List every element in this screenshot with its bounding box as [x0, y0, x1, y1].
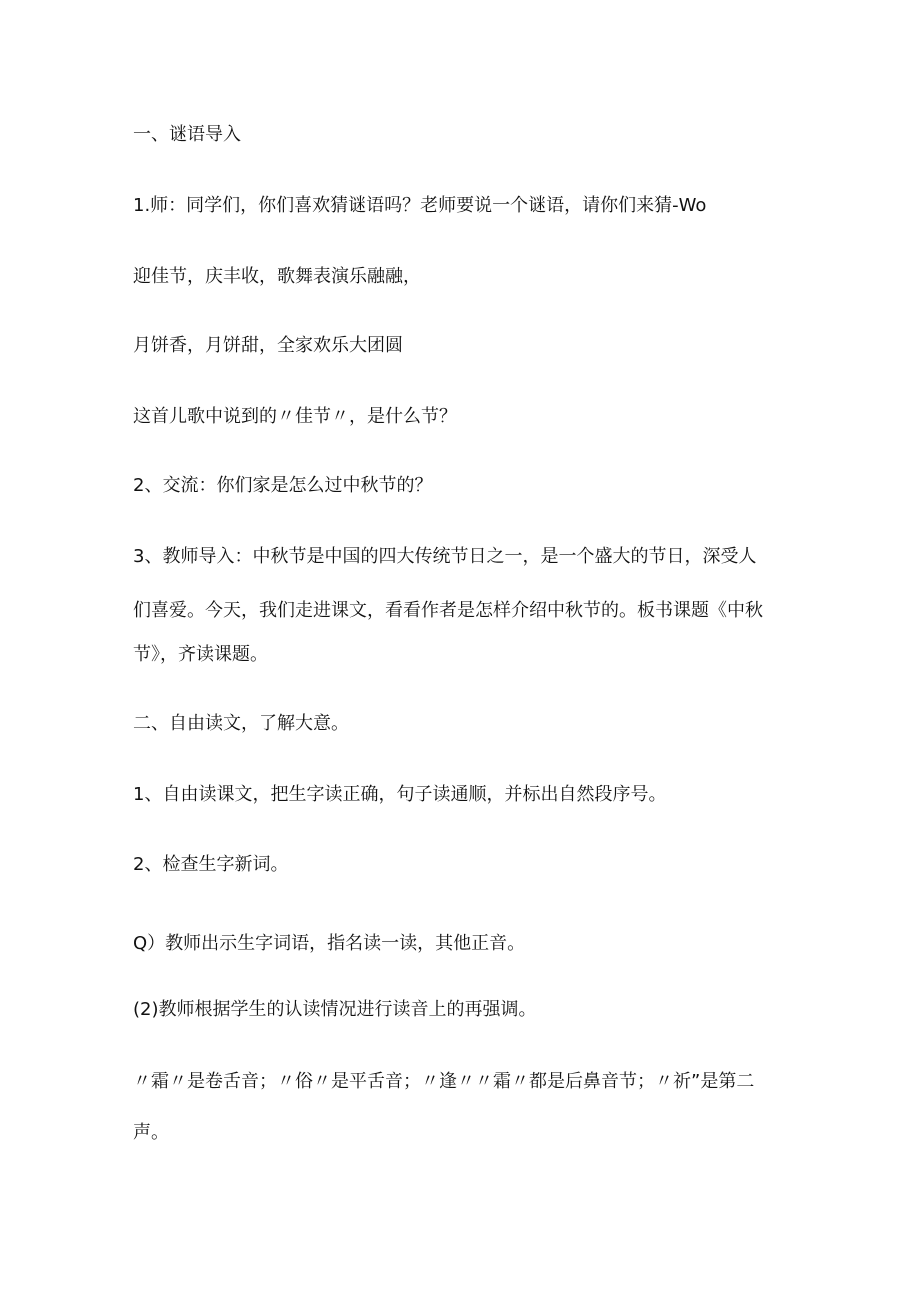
paragraph-lead-in-line-2: 们喜爱。今天，我们走进课文，看看作者是怎样介绍中秋节的。板书课题《中秋 [133, 600, 763, 621]
paragraph-discussion: 2、交流：你们家是怎么过中秋节的？ [133, 475, 433, 496]
paragraph-lead-in-line-1: 3、教师导入：中秋节是中国的四大传统节日之一，是一个盛大的节日，深受人 [133, 546, 757, 567]
section-heading-reading: 二、自由读文，了解大意。 [133, 713, 349, 734]
pronunciation-note-line-2: 声。 [133, 1122, 169, 1143]
substep-show-words: Q）教师出示生字词语，指名读一读，其他正音。 [133, 933, 526, 954]
section-heading-riddle: 一、谜语导入 [133, 124, 241, 145]
riddle-line-1: 迎佳节，庆丰收，歌舞表演乐融融， [133, 266, 421, 287]
riddle-question: 这首儿歌中说到的〃佳节〃，是什么节？ [133, 406, 457, 427]
step-check-words: 2、检查生字新词。 [133, 854, 289, 875]
substep-emphasize-pronunciation: (2)教师根据学生的认读情况进行读音上的再强调。 [133, 999, 537, 1020]
paragraph-lead-in-line-3: 节》，齐读课题。 [133, 644, 268, 665]
step-read-text: 1、自由读课文，把生字读正确，句子读通顺，并标出自然段序号。 [133, 784, 667, 805]
paragraph-teacher-intro: 1.师：同学们，你们喜欢猜谜语吗？老师要说一个谜语，请你们来猜-Wo [133, 195, 707, 216]
riddle-line-2: 月饼香，月饼甜，全家欢乐大团圆 [133, 335, 403, 356]
pronunciation-note-line-1: 〃霜〃是卷舌音；〃俗〃是平舌音；〃逢〃〃霜〃都是后鼻音节；〃祈”是第二 [133, 1071, 755, 1092]
